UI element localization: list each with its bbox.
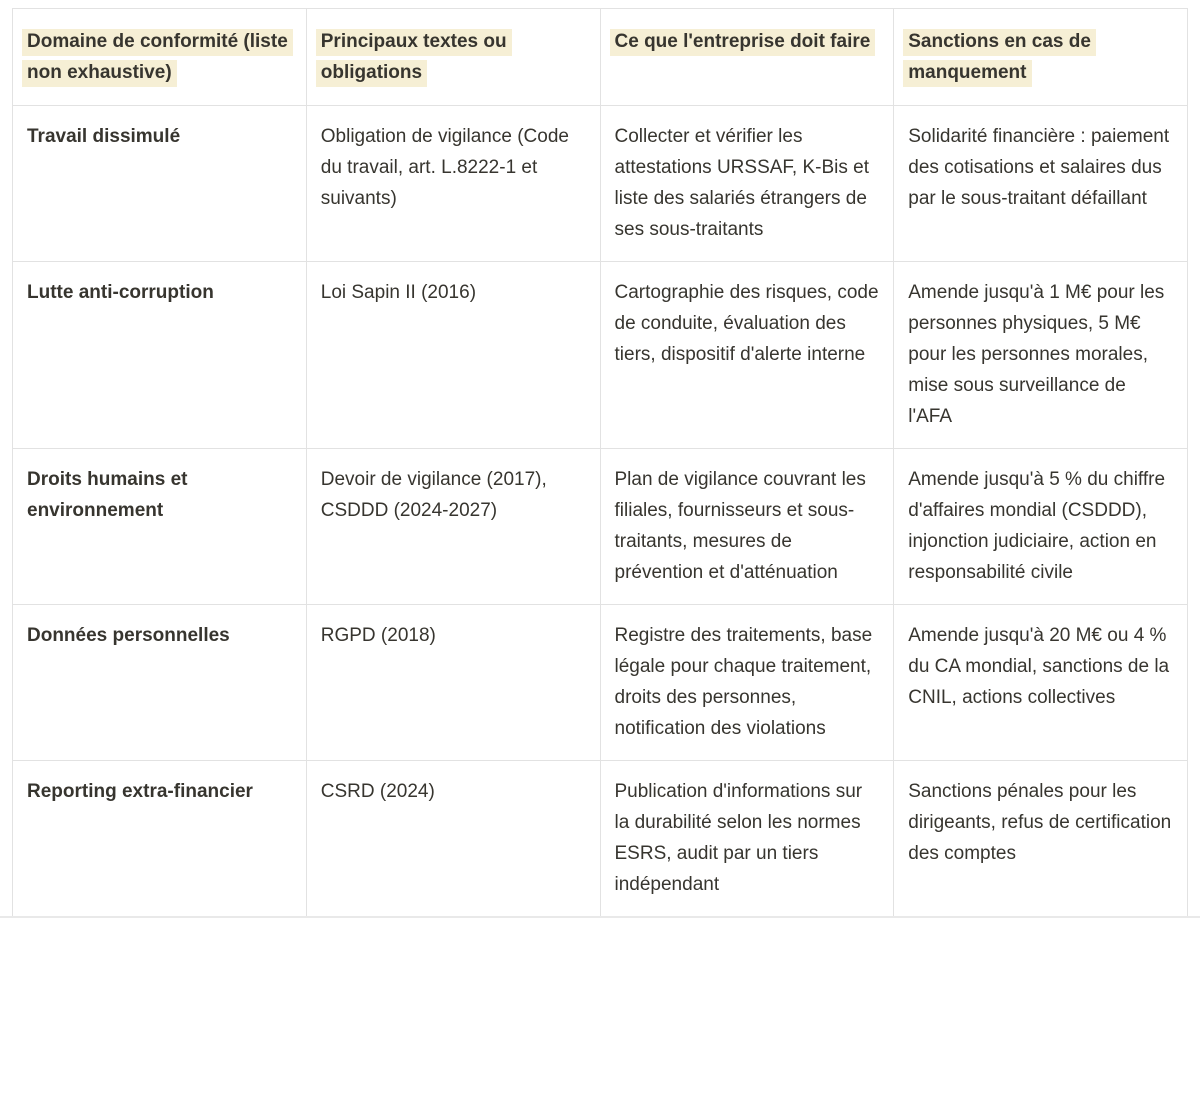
table-row-reporting — [13, 761, 1188, 917]
cell-entreprise: Collecter et vérifier les attestations URSSAF, K-Bis et liste des salariés étrangers de ses sous-traitants — [600, 106, 894, 262]
compliance-table — [12, 8, 1188, 916]
header-highlight: Ce que l'entreprise doit faire — [610, 29, 876, 56]
cell-textes: Obligation de vigilance (Code du travail, art. L.8222-1 et suivants) — [306, 106, 600, 262]
table-row-droits-humains — [13, 449, 1188, 605]
table-row-donnees-personnelles — [13, 605, 1188, 761]
table-row-anti-corruption — [13, 262, 1188, 449]
column-header-textes — [306, 9, 600, 106]
cell-sanctions: Sanctions pénales pour les dirigeants, refus de certification des comptes — [894, 761, 1188, 917]
cell-domaine: Données personnelles — [13, 605, 307, 761]
header-highlight: Sanctions en cas de manquement — [903, 29, 1096, 87]
cell-sanctions: Solidarité financière : paiement des cotisations et salaires dus par le sous-traitant défaillant — [894, 106, 1188, 262]
cell-sanctions: Amende jusqu'à 1 M€ pour les personnes physiques, 5 M€ pour les personnes morales, mise sous surveillance de l'AFA — [894, 262, 1188, 449]
cell-entreprise: Publication d'informations sur la durabilité selon les normes ESRS, audit par un tiers indépendant — [600, 761, 894, 917]
cell-sanctions: Amende jusqu'à 20 M€ ou 4 % du CA mondial, sanctions de la CNIL, actions collectives — [894, 605, 1188, 761]
column-header-entreprise — [600, 9, 894, 106]
cell-domaine: Travail dissimulé — [13, 106, 307, 262]
table-row-travail-dissimule — [13, 106, 1188, 262]
header-highlight: Domaine de conformité (liste non exhaustive) — [22, 29, 293, 87]
cell-entreprise: Registre des traitements, base légale pour chaque traitement, droits des personnes, notification des violations — [600, 605, 894, 761]
table-header-row — [13, 9, 1188, 106]
cell-domaine: Reporting extra-financier — [13, 761, 307, 917]
cell-entreprise: Cartographie des risques, code de conduite, évaluation des tiers, dispositif d'alerte interne — [600, 262, 894, 449]
cell-domaine: Lutte anti-corruption — [13, 262, 307, 449]
cell-domaine: Droits humains et environnement — [13, 449, 307, 605]
cell-textes: CSRD (2024) — [306, 761, 600, 917]
cell-textes: Loi Sapin II (2016) — [306, 262, 600, 449]
cell-entreprise: Plan de vigilance couvrant les filiales, fournisseurs et sous-traitants, mesures de prévention et d'atténuation — [600, 449, 894, 605]
header-highlight: Principaux textes ou obligations — [316, 29, 512, 87]
cell-textes: Devoir de vigilance (2017), CSDDD (2024-2027) — [306, 449, 600, 605]
column-header-sanctions — [894, 9, 1188, 106]
column-header-domaine — [13, 9, 307, 106]
cell-textes: RGPD (2018) — [306, 605, 600, 761]
cell-sanctions: Amende jusqu'à 5 % du chiffre d'affaires mondial (CSDDD), injonction judiciaire, action en responsabilité civile — [894, 449, 1188, 605]
